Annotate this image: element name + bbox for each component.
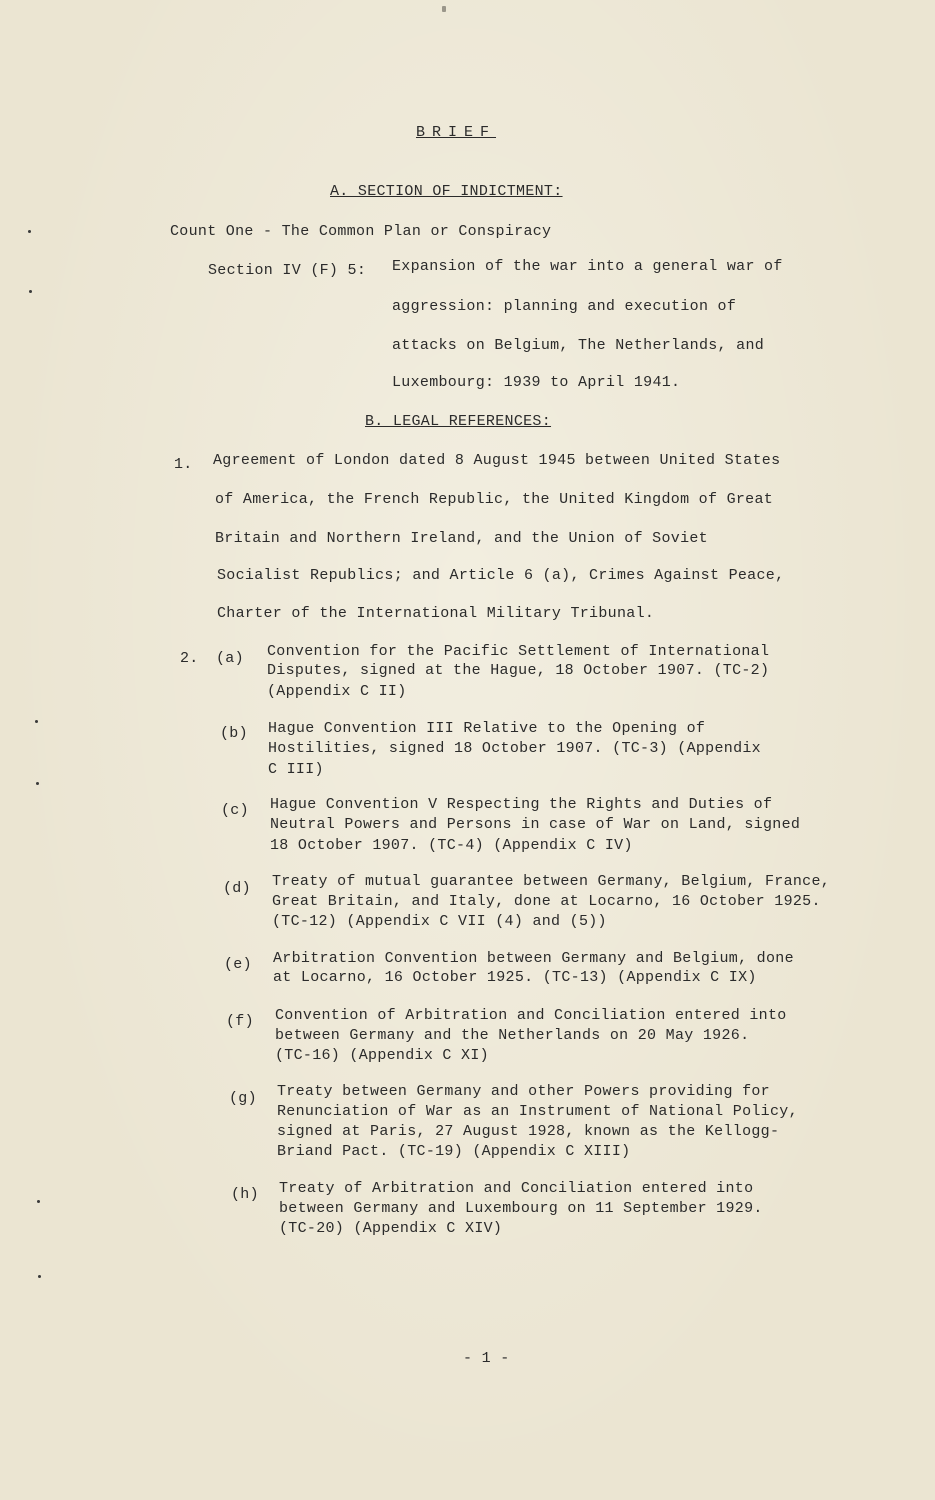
subitem-line: C III) (268, 761, 324, 778)
subitem-line: signed at Paris, 27 August 1928, known as the Kellogg- (277, 1123, 780, 1140)
section-b-heading: B. LEGAL REFERENCES: (365, 413, 552, 430)
subitem-label: (c) (221, 802, 249, 819)
paper-speck (35, 720, 38, 723)
subitem-label: (e) (224, 956, 252, 973)
section-ref-line: Expansion of the war into a general war of (392, 258, 783, 275)
subitem-line: Great Britain, and Italy, done at Locarno, 16 October 1925. (272, 893, 821, 910)
item-2-number: 2. (180, 650, 199, 667)
subitem-line: Treaty between Germany and other Powers providing for (277, 1083, 770, 1100)
subitem-label: (h) (231, 1186, 259, 1203)
subitem-line: Hostilities, signed 18 October 1907. (TC-3) (Appendix (268, 740, 761, 757)
item-1-line: Agreement of London dated 8 August 1945 between United States (213, 452, 781, 469)
staple-mark (442, 6, 446, 12)
subitem-line: between Germany and Luxembourg on 11 September 1929. (279, 1200, 763, 1217)
subitem-line: Convention for the Pacific Settlement of International (267, 643, 770, 660)
subitem-line: Renunciation of War as an Instrument of National Policy, (277, 1103, 798, 1120)
subitem-line: Treaty of Arbitration and Conciliation entered into (279, 1180, 754, 1197)
section-a-heading: A. SECTION OF INDICTMENT: (330, 183, 563, 200)
paper-speck (37, 1200, 40, 1203)
subitem-label: (f) (226, 1013, 254, 1030)
count-line: Count One - The Common Plan or Conspiracy (170, 223, 552, 240)
document-title: BRIEF (416, 124, 497, 141)
subitem-line: Arbitration Convention between Germany and Belgium, done (273, 950, 794, 967)
subitem-label: (d) (223, 880, 251, 897)
subitem-line: 18 October 1907. (TC-4) (Appendix C IV) (270, 837, 633, 854)
item-1-line: Socialist Republics; and Article 6 (a), Crimes Against Peace, (217, 567, 785, 584)
subitem-line: Treaty of mutual guarantee between Germany, Belgium, France, (272, 873, 831, 890)
item-1-line: of America, the French Republic, the United Kingdom of Great (215, 491, 774, 508)
paper-speck (29, 290, 32, 293)
section-ref-line: Luxembourg: 1939 to April 1941. (392, 374, 681, 391)
section-ref-label: Section IV (F) 5: (208, 262, 367, 279)
subitem-line: Hague Convention III Relative to the Opening of (268, 720, 706, 737)
subitem-line: Disputes, signed at the Hague, 18 October 1907. (TC-2) (267, 662, 770, 679)
subitem-line: between Germany and the Netherlands on 20 May 1926. (275, 1027, 750, 1044)
item-1-number: 1. (174, 456, 193, 473)
subitem-line: at Locarno, 16 October 1925. (TC-13) (Appendix C IX) (273, 969, 757, 986)
item-1-line: Charter of the International Military Tribunal. (217, 605, 655, 622)
subitem-line: Neutral Powers and Persons in case of War on Land, signed (270, 816, 801, 833)
section-ref-line: aggression: planning and execution of (392, 298, 737, 315)
subitem-line: (TC-12) (Appendix C VII (4) and (5)) (272, 913, 607, 930)
item-1-line: Britain and Northern Ireland, and the Union of Soviet (215, 530, 708, 547)
page-number: - 1 - (463, 1350, 510, 1367)
subitem-line: Hague Convention V Respecting the Rights and Duties of (270, 796, 773, 813)
paper-speck (28, 230, 31, 233)
paper-speck (36, 782, 39, 785)
paper-speck (38, 1275, 41, 1278)
subitem-label: (b) (220, 725, 248, 742)
subitem-line: (TC-16) (Appendix C XI) (275, 1047, 489, 1064)
subitem-label: (a) (216, 650, 244, 667)
subitem-line: (Appendix C II) (267, 683, 407, 700)
subitem-line: Convention of Arbitration and Conciliation entered into (275, 1007, 787, 1024)
subitem-line: Briand Pact. (TC-19) (Appendix C XIII) (277, 1143, 631, 1160)
subitem-label: (g) (229, 1090, 257, 1107)
subitem-line: (TC-20) (Appendix C XIV) (279, 1220, 503, 1237)
section-ref-line: attacks on Belgium, The Netherlands, and (392, 337, 765, 354)
